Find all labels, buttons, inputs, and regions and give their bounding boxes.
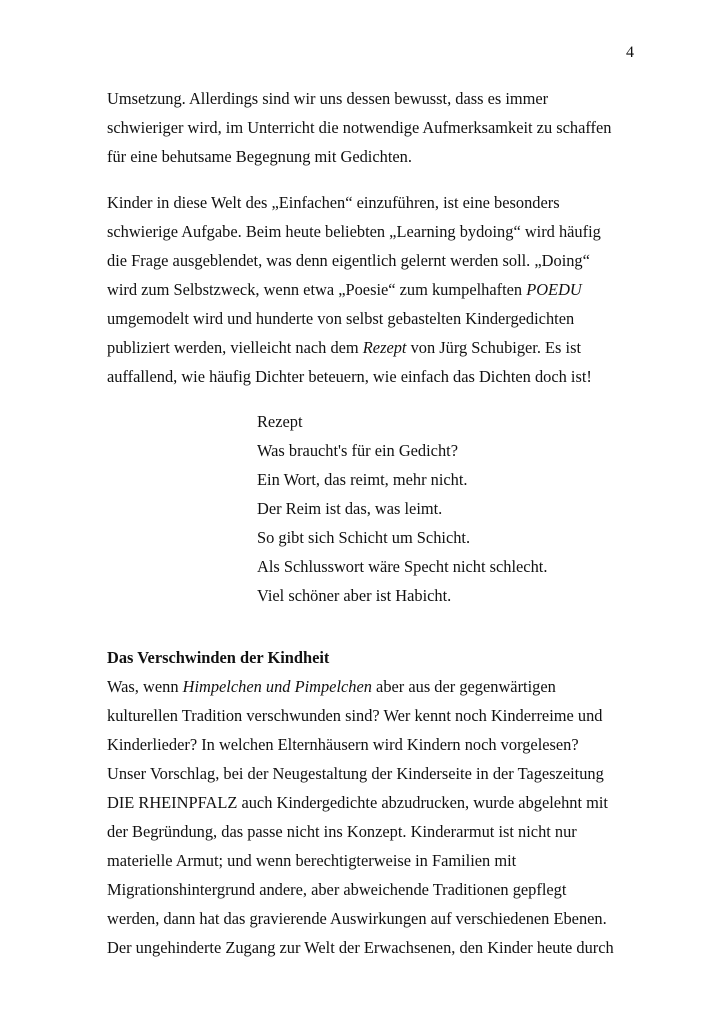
italic-term-rezept: Rezept: [362, 338, 407, 357]
poem-line: Ein Wort, das reimt, mehr nicht.: [257, 470, 468, 489]
text-segment: Was, wenn: [107, 677, 183, 696]
text-line: Der ungehinderte Zugang zur Welt der Erwachsenen, den Kinder heute durch: [107, 938, 614, 957]
poem-rezept: [257, 407, 637, 610]
poem-title: Rezept: [257, 412, 303, 431]
text-line: Umsetzung. Allerdings sind wir uns dessen bewusst, dass es immer: [107, 89, 549, 108]
poem-line: Als Schlusswort wäre Specht nicht schlecht.: [257, 557, 548, 576]
text-line: [107, 333, 637, 362]
italic-term-poedu: POEDU: [526, 280, 582, 299]
section-heading: Das Verschwinden der Kindheit: [107, 648, 330, 667]
page-number: 4: [626, 44, 634, 61]
text-line: schwierige Aufgabe. Beim heute beliebten „Learning bydoing“ wird häufig: [107, 222, 601, 241]
poem-line: So gibt sich Schicht um Schicht.: [257, 528, 471, 547]
text-line: schwieriger wird, im Unterricht die notwendige Aufmerksamkeit zu schaffen: [107, 118, 612, 137]
poem-line: Was braucht's für ein Gedicht?: [257, 441, 458, 460]
poem-line: Der Reim ist das, was leimt.: [257, 499, 443, 518]
text-line: der Begründung, das passe nicht ins Konzept. Kinderarmut ist nicht nur: [107, 822, 577, 841]
text-line: umgemodelt wird und hunderte von selbst gebastelten Kindergedichten: [107, 309, 575, 328]
text-line: Migrationshintergrund andere, aber abweichende Traditionen gepflegt: [107, 880, 567, 899]
text-line: Kinderlieder? In welchen Elternhäusern wird Kindern noch vorgelesen?: [107, 735, 579, 754]
text-line: für eine behutsame Begegnung mit Gedichten.: [107, 147, 412, 166]
text-line: materielle Armut; und wenn berechtigterweise in Familien mit: [107, 851, 517, 870]
text-segment: aber aus der gegenwärtigen: [371, 677, 556, 696]
text-line: [107, 672, 637, 701]
text-segment: von Jürg Schubiger. Es ist: [406, 338, 582, 357]
text-line: die Frage ausgeblendet, was denn eigentlich gelernt werden soll. „Doing“: [107, 251, 590, 270]
poem-line: Viel schöner aber ist Habicht.: [257, 586, 452, 605]
text-line: [107, 275, 637, 304]
text-line: werden, dann hat das gravierende Auswirkungen auf verschiedenen Ebenen.: [107, 909, 607, 928]
paragraph-intro: [107, 84, 637, 171]
section-disappearance-of-childhood: [107, 643, 637, 962]
text-segment: publiziert werden, vielleicht nach dem: [107, 338, 363, 357]
paragraph-children-world: [107, 188, 637, 391]
text-line: DIE RHEINPFALZ auch Kindergedichte abzudrucken, wurde abgelehnt mit: [107, 793, 608, 812]
document-body: [107, 84, 637, 962]
text-line: Unser Vorschlag, bei der Neugestaltung der Kinderseite in der Tageszeitung: [107, 764, 604, 783]
text-line: auffallend, wie häufig Dichter beteuern, wie einfach das Dichten doch ist!: [107, 367, 592, 386]
text-segment: wird zum Selbstzweck, wenn etwa „Poesie“ zum kumpelhaften: [107, 280, 527, 299]
italic-title-himpelchen: Himpelchen und Pimpelchen: [182, 677, 372, 696]
text-line: Kinder in diese Welt des „Einfachen“ einzuführen, ist eine besonders: [107, 193, 560, 212]
text-line: kulturellen Tradition verschwunden sind? Wer kennt noch Kinderreime und: [107, 706, 603, 725]
